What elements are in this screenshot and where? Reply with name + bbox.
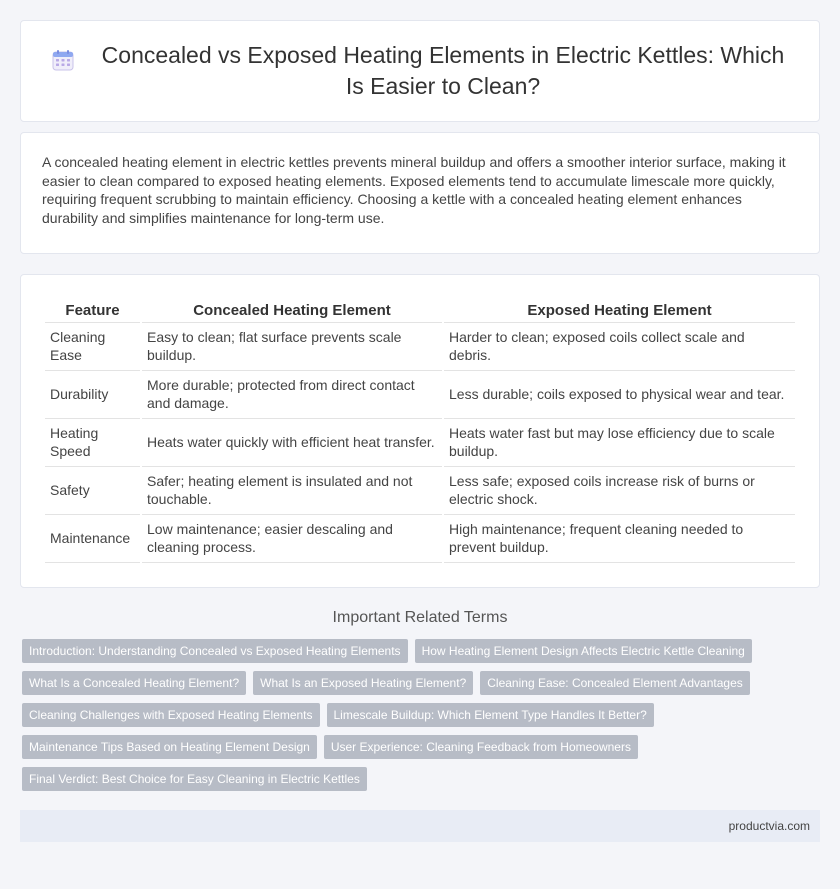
- exposed-cell: Heats water fast but may lose efficiency due to scale buildup.: [444, 419, 795, 467]
- related-term-link[interactable]: Introduction: Understanding Concealed vs Exposed Heating Elements: [22, 639, 408, 663]
- comparison-table: [43, 296, 797, 563]
- table-row: [45, 467, 795, 515]
- concealed-cell: Heats water quickly with efficient heat transfer.: [142, 419, 442, 467]
- related-term-link[interactable]: Maintenance Tips Based on Heating Element Design: [22, 735, 317, 759]
- exposed-cell: Less safe; exposed coils increase risk of burns or electric shock.: [444, 467, 795, 515]
- related-terms-tags: [22, 639, 818, 791]
- table-header-row: [45, 296, 795, 323]
- table-row: [45, 371, 795, 419]
- feature-cell: Cleaning Ease: [45, 323, 140, 371]
- exposed-cell: Less durable; coils exposed to physical wear and tear.: [444, 371, 795, 419]
- concealed-cell: Low maintenance; easier descaling and cleaning process.: [142, 515, 442, 563]
- related-term-link[interactable]: How Heating Element Design Affects Electric Kettle Cleaning: [415, 639, 752, 663]
- related-terms-title: Important Related Terms: [332, 609, 508, 626]
- calendar-icon: [51, 48, 75, 72]
- concealed-cell: Easy to clean; flat surface prevents scale buildup.: [142, 323, 442, 371]
- exposed-cell: Harder to clean; exposed coils collect scale and debris.: [444, 323, 795, 371]
- footer-site-name: productvia.com: [728, 819, 810, 833]
- header-concealed: Concealed Heating Element: [142, 296, 442, 323]
- related-term-link[interactable]: Limescale Buildup: Which Element Type Handles It Better?: [327, 703, 654, 727]
- title-wrap: [51, 40, 789, 102]
- related-term-link[interactable]: User Experience: Cleaning Feedback from Homeowners: [324, 735, 638, 759]
- concealed-cell: More durable; protected from direct contact and damage.: [142, 371, 442, 419]
- page-title: Concealed vs Exposed Heating Elements in Electric Kettles: Which Is Easier to Clean?: [101, 42, 785, 99]
- feature-cell: Durability: [45, 371, 140, 419]
- comparison-card: [20, 274, 820, 588]
- related-terms-section: [0, 609, 840, 791]
- related-term-link[interactable]: Final Verdict: Best Choice for Easy Cleaning in Electric Kettles: [22, 767, 367, 791]
- title-card: [20, 20, 820, 122]
- table-row: [45, 515, 795, 563]
- related-term-link[interactable]: Cleaning Ease: Concealed Element Advantages: [480, 671, 750, 695]
- table-row: [45, 419, 795, 467]
- concealed-cell: Safer; heating element is insulated and not touchable.: [142, 467, 442, 515]
- related-term-link[interactable]: Cleaning Challenges with Exposed Heating Elements: [22, 703, 320, 727]
- feature-cell: Maintenance: [45, 515, 140, 563]
- header-feature: Feature: [45, 296, 140, 323]
- feature-cell: Safety: [45, 467, 140, 515]
- header-exposed: Exposed Heating Element: [444, 296, 795, 323]
- exposed-cell: High maintenance; frequent cleaning needed to prevent buildup.: [444, 515, 795, 563]
- intro-paragraph: A concealed heating element in electric kettles prevents mineral buildup and offers a smoother interior surface, making it easier to clean compared to exposed heating elements. Exposed elements tend to accumulate limescale more quickly, requiring frequent scrubbing to maintain efficiency. Choosing a kettle with a concealed heating element enhances durability and simplifies maintenance for long-term use.: [42, 154, 786, 226]
- related-term-link[interactable]: What Is an Exposed Heating Element?: [253, 671, 473, 695]
- footer: [20, 810, 820, 842]
- table-row: [45, 323, 795, 371]
- related-term-link[interactable]: What Is a Concealed Heating Element?: [22, 671, 246, 695]
- feature-cell: Heating Speed: [45, 419, 140, 467]
- intro-card: [20, 132, 820, 254]
